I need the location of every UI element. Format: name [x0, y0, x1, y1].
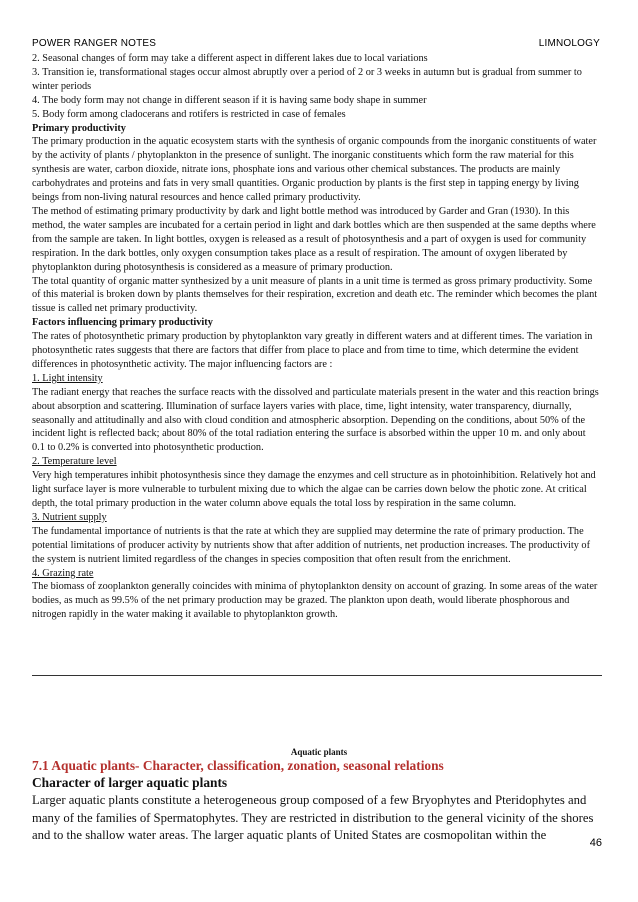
- primary-productivity-heading: Primary productivity: [32, 122, 126, 134]
- page-number: 46: [589, 837, 602, 849]
- factor-grazing-title: 4. Grazing rate: [32, 567, 94, 579]
- primary-productivity-paragraph-1: The primary production in the aquatic ecosystem starts with the synthesis of organic compounds from the inorganic constituents of water by the activity of plants / phytoplankton in the presence of sunlight. The inorganic constituents which form the raw material for this synthesis are water, carbon dioxide, nitrate ions, phosphate ions and various other chemical substances. The products are mainly carbohydrates and proteins and fats in very small quantities. Organic production by plants is the first step in tapping energy by living beings from non-living natural resources and hence called primary productivity.: [32, 136, 597, 204]
- section-divider: [32, 675, 602, 676]
- header-left-title: POWER RANGER NOTES: [32, 38, 157, 49]
- factor-light-intensity-text: The radiant energy that reaches the surface reacts with the dissolved and particulate materials present in the water and this reaction brings about absorption and scattering. Illumination of surface layers varies with place, time, light intensity, water transparency, diurnally, seasonally and attitudinally and also with cloud condition and atmospheric absorption. Depending on the conditions, about 50% of the incident light is reflected back; about 80% of the total radiation entering the surface is absorbed within the upper 10 m. and only about 0.1 to 0.2% is converted into photosynthetic production.: [32, 386, 599, 454]
- factor-nutrient-title: 3. Nutrient supply: [32, 511, 107, 523]
- factor-temperature-title: 2. Temperature level: [32, 456, 117, 468]
- body-text: [32, 52, 600, 622]
- factor-grazing-text: The biomass of zooplankton generally coincides with minima of phytoplankton density on account of grazing. In some areas of the water bodies, as much as 99.5% of the net primary production may be grazed. The plankton upon death, would liberate phosphorous and nitrogen rapidly in the water making it available to phytoplankton growth.: [32, 581, 598, 621]
- factor-nutrient-text: The fundamental importance of nutrients is that the rate at which they are supplied may determine the rate of primary production. The potential limitations of producer activity by nutrients show that after addition of nutrients, net production increases. The productivity of the system is nutrient limited regardless of the changes in species composition that often result from the enrichment.: [32, 525, 590, 565]
- section-subtitle: Character of larger aquatic plants: [32, 775, 228, 790]
- factor-light-intensity-title: 1. Light intensity: [32, 372, 103, 384]
- list-item: 3. Transition ie, transformational stages occur almost abruptly over a period of 2 or 3 weeks in autumn but is gradual from summer to winter periods: [32, 66, 582, 92]
- section-label: Aquatic plants: [290, 747, 348, 757]
- primary-productivity-paragraph-3: The total quantity of organic matter synthesized by a unit measure of plants in a unit time is termed as gross primary productivity. Some of this material is broken down by plants themselves for their respiration, excretion and death etc. The reminder which becomes the plant tissue is called net primary productivity.: [32, 275, 598, 315]
- primary-productivity-paragraph-2: The method of estimating primary productivity by dark and light bottle method was introduced by Garder and Gran (1930). In this method, the water samples are incubated for a certain period in light and dark bottles which are then suspended at the same depths where from the sample are taken. In light bottles, oxygen is released as a result of photosynthesis and a part of oxygen is used for community respiration. In the dark bottles, only oxygen consumption takes place as a result of respiration. The amount of oxygen liberated by phytoplankton during photosynthesis is considered as a measure of primary production.: [32, 205, 596, 273]
- factors-heading: Factors influencing primary productivity: [32, 317, 213, 329]
- section-paragraph: Larger aquatic plants constitute a heterogeneous group composed of a few Bryophytes and Pteridophytes and many of the families of Spermatophytes. They are restricted in distribution to the general vicinity of the shores and to the shallow water areas. The larger aquatic plants of United States are cosmopolitan within the: [32, 793, 594, 843]
- header-right-title: LIMNOLOGY: [538, 38, 600, 49]
- list-item: 2. Seasonal changes of form may take a different aspect in different lakes due to local variations: [32, 53, 428, 64]
- list-item: 4. The body form may not change in different season if it is having same body shape in summer: [32, 94, 427, 106]
- list-item: 5. Body form among cladocerans and rotifers is restricted in case of females: [32, 108, 346, 120]
- factor-temperature-text: Very high temperatures inhibit photosynthesis since they damage the enzymes and cell structure as in photoinhibition. Relatively hot and light surface layer is more vulnerable to turbulent mixing due to which the algae can be carries down below the photic zone. At critical depth, the total primary production in the water column above equals the total loss by respiration in the same column.: [32, 470, 596, 509]
- section-title: 7.1 Aquatic plants- Character, classification, zonation, seasonal relations: [32, 758, 444, 773]
- factors-paragraph: The rates of photosynthetic primary production by phytoplankton vary greatly in different waters and at different times. The variation in photosynthetic rates suggests that there are factors that differ from place to place and from time to time, which determine the evident differences in photosynthetic activity. The major influencing factors are :: [32, 331, 593, 370]
